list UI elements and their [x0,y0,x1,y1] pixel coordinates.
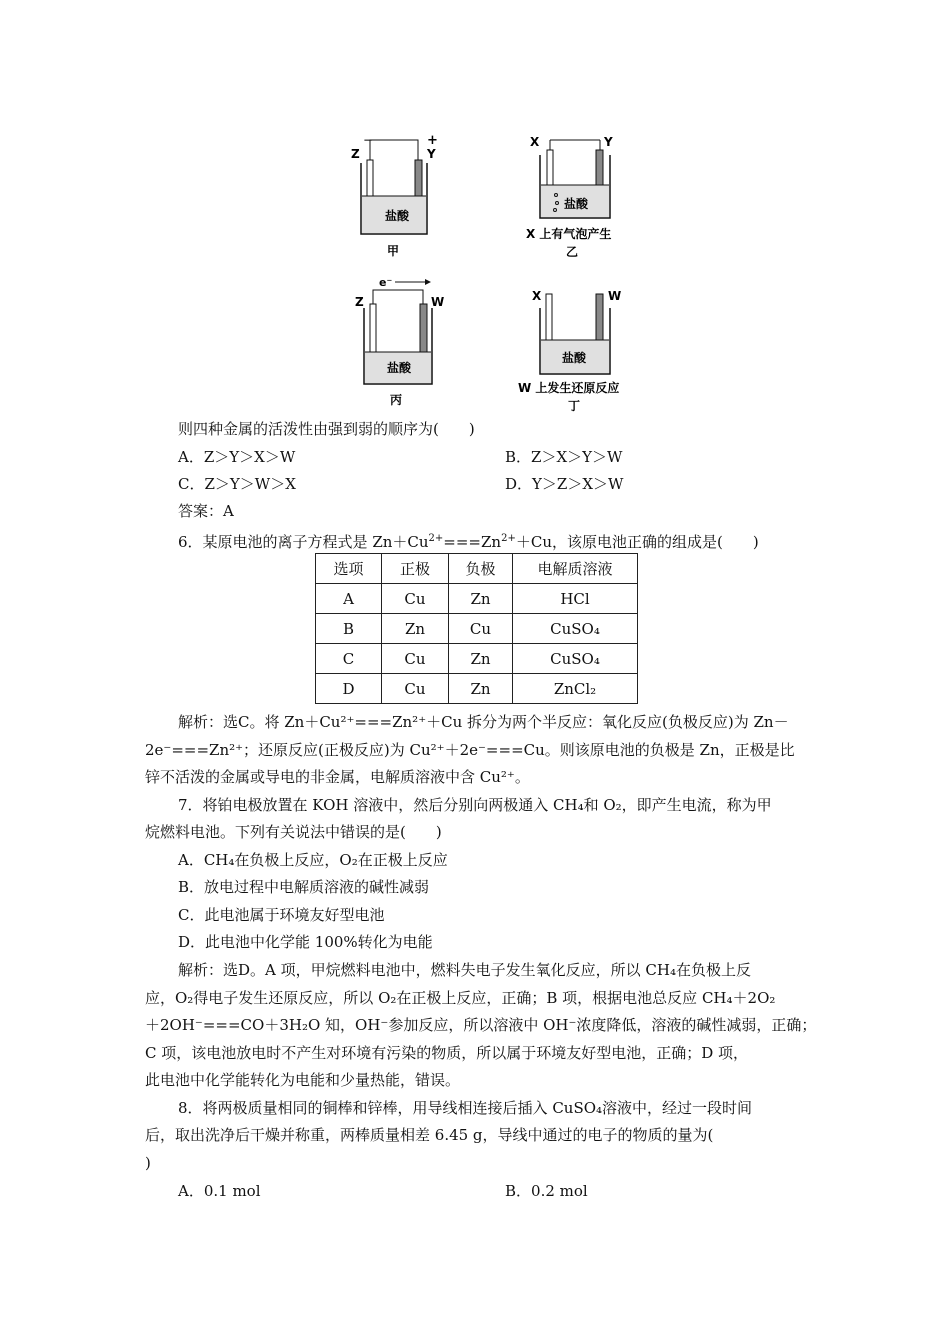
q5-option-d: D．Y＞Z＞X＞W [505,475,624,493]
table-cell: HCl [513,584,638,614]
q8-option-b: B．0.2 mol [505,1182,588,1200]
yi-liquid: 盐酸 [564,197,589,211]
table-cell: Cu [449,614,513,644]
bing-left-label: Z [355,295,364,309]
table-cell: A [316,584,382,614]
table-cell: Cu [382,644,449,674]
table-header: 正极 [382,554,449,584]
q5-answer: 答案：A [178,502,234,520]
bing-electron: e⁻ [379,276,393,289]
jia-caption: 甲 [387,244,400,258]
q5-option-c: C．Z＞Y＞W＞X [178,475,296,493]
table-row [316,584,638,614]
table-cell: Zn [449,644,513,674]
table-cell: C [316,644,382,674]
table-row [316,644,638,674]
q5-option-b: B．Z＞X＞Y＞W [505,448,623,466]
ding-liquid: 盐酸 [562,351,587,365]
table-cell: Zn [449,584,513,614]
figure-yi [520,130,640,265]
table-cell: CuSO₄ [513,644,638,674]
table-cell: Cu [382,674,449,704]
yi-caption: 乙 [566,245,579,259]
q8-stem-3: ) [145,1154,151,1172]
q7-stem-1: 7．将铂电极放置在 KOH 溶液中，然后分别向两极通入 CH₄和 O₂，即产生电流，称为甲 [178,796,772,814]
jia-minus: − [363,133,374,147]
q5-stem: 则四种金属的活泼性由强到弱的顺序为( ) [178,420,475,438]
ding-note: W 上发生还原反应 [518,381,620,395]
q8-stem-1: 8．将两极质量相同的铜棒和锌棒，用导线相连接后插入 CuSO₄溶液中，经过一段时间 [178,1099,753,1117]
q7-explanation-5: 此电池中化学能转化为电能和少量热能，错误。 [145,1071,461,1089]
table-header-row [316,554,638,584]
q5-option-a: A．Z＞Y＞X＞W [178,448,296,466]
bing-right-label: W [431,295,445,309]
q7-explanation-4: C 项，该电池放电时不产生对环境有污染的物质，所以属于环境友好型电池，正确；D 项， [145,1044,749,1062]
jia-right-label: Y [427,147,436,161]
table-row [316,614,638,644]
table-cell: D [316,674,382,704]
jia-plus: + [427,133,438,148]
q6-explanation-2: 2e⁻===Zn²⁺；还原反应(正极反应)为 Cu²⁺＋2e⁻===Cu。则该原电池的负极是 Zn，正极是比 [145,741,795,759]
q6-stem: 6．某原电池的离子方程式是 $Zn+Cu^{2+}===Zn^{2+}+Cu$，该原电池正确的组成是( ) [178,533,759,551]
q6-explanation-1: 解析：选C。将 Zn＋Cu²⁺===Zn²⁺＋Cu 拆分为两个半反应：氧化反应(负极反应)为 Zn－ [178,713,789,731]
jia-liquid: 盐酸 [385,209,410,223]
table-cell: Zn [382,614,449,644]
bing-liquid: 盐酸 [387,361,412,375]
q6-explanation-3: 锌不活泼的金属或导电的非金属，电解质溶液中含 Cu²⁺。 [145,768,530,786]
q7-option-c: C．此电池属于环境友好型电池 [178,906,385,924]
q7-explanation-1: 解析：选D。A 项，甲烷燃料电池中，燃料失电子发生氧化反应，所以 CH₄在负极上反 [178,961,751,979]
table-header: 负极 [449,554,513,584]
ding-caption: 丁 [568,399,581,413]
bing-caption: 丙 [390,393,403,407]
q7-option-d: D．此电池中化学能 100%转化为电能 [178,933,433,951]
q7-explanation-2: 应，O₂得电子发生还原反应，所以 O₂在正极上反应，正确；B 项，根据电池总反应 CH₄＋2O₂ [145,989,776,1007]
table-cell: CuSO₄ [513,614,638,644]
ding-left-label: X [532,289,542,303]
q7-option-a: A．CH₄在负极上反应，O₂在正极上反应 [178,851,448,869]
q8-stem-2: 后，取出洗净后干燥并称重，两棒质量相差 6.45 g，导线中通过的电子的物质的量为( [145,1126,714,1144]
yi-left-label: X [530,135,540,149]
q7-stem-2: 烷燃料电池。下列有关说法中错误的是( ) [145,823,442,841]
q7-option-b: B．放电过程中电解质溶液的碱性减弱 [178,878,430,896]
figure-jia [345,130,455,265]
jia-left-label: Z [351,147,360,161]
yi-note: X 上有气泡产生 [526,227,612,241]
q6-options-table [315,553,638,704]
table-header: 电解质溶液 [513,554,638,584]
table-cell: Cu [382,584,449,614]
ding-right-label: W [608,289,622,303]
table-cell: Zn [449,674,513,704]
yi-right-label: Y [604,135,613,149]
table-cell: B [316,614,382,644]
figure-ding [512,280,642,415]
q7-explanation-3: ＋2OH⁻===CO＋3H₂O 知，OH⁻参加反应，所以溶液中 OH⁻浓度降低，溶液的碱性减弱，正确； [145,1016,817,1034]
table-cell: ZnCl₂ [513,674,638,704]
table-header: 选项 [316,554,382,584]
table-row [316,674,638,704]
q8-option-a: A．0.1 mol [178,1182,261,1200]
figure-bing [345,272,455,412]
